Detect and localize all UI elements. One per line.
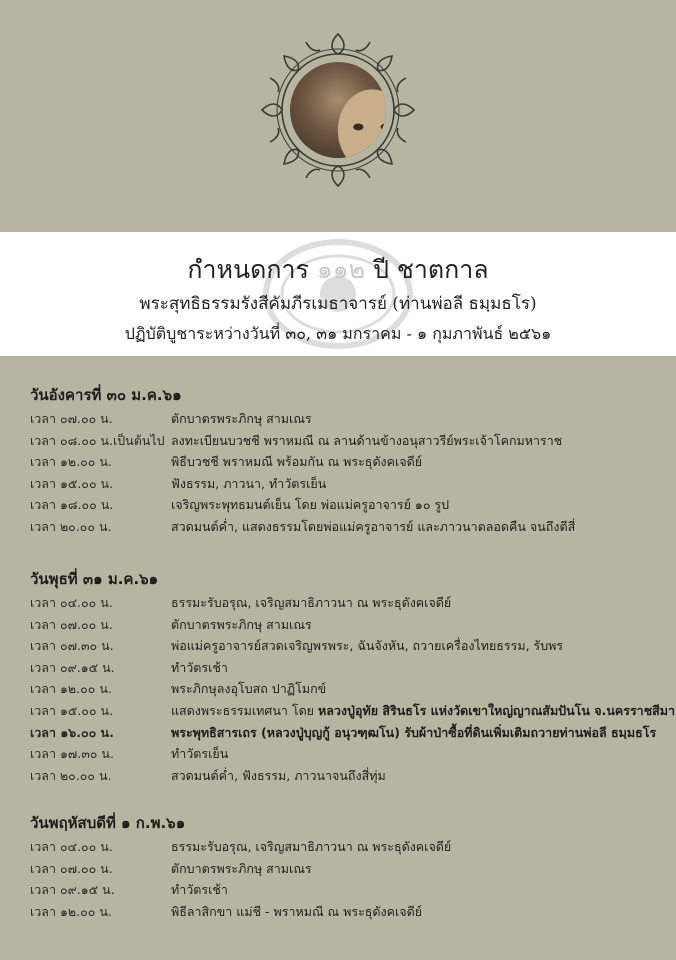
schedule-row bbox=[30, 494, 670, 516]
day-title: วันอังคารที่ ๓๐ ม.ค.๖๑ bbox=[30, 386, 182, 404]
schedule-time: เวลา ๐๙.๑๕ น. bbox=[30, 882, 115, 898]
schedule-row bbox=[30, 408, 670, 430]
schedule-activity: พิธีบวชชี พราหมณี พร้อมกัน ณ พระธุดังคเจดีย์ bbox=[171, 454, 423, 470]
schedule-row bbox=[30, 765, 670, 787]
schedule-time: เวลา ๐๔.๐๐ น. bbox=[30, 595, 113, 610]
schedule-row bbox=[30, 430, 670, 452]
schedule-time: เวลา ๑๒.๐๐ น. bbox=[30, 454, 112, 470]
schedule-row bbox=[30, 743, 670, 765]
schedule-activity: ตักบาตรพระภิกษุ สามเณร bbox=[171, 616, 312, 632]
schedule-row bbox=[30, 614, 670, 636]
schedule-row bbox=[30, 879, 670, 901]
schedule-activity: ทำวัตรเย็น bbox=[171, 746, 229, 762]
activity-speaker: หลวงปู่อุทัย สิรินธโร แห่งวัดเขาใหญ่ญาณสัมปันโน จ.นครราชสีมา bbox=[318, 702, 676, 718]
schedule-row bbox=[30, 451, 670, 473]
schedule-time: เวลา ๐๗.๐๐ น. bbox=[30, 411, 113, 426]
schedule-row bbox=[30, 901, 670, 923]
schedule-activity: ตักบาตรพระภิกษุ สามเณร bbox=[171, 860, 312, 876]
day-section-1 bbox=[30, 384, 670, 538]
schedule-row bbox=[30, 657, 670, 679]
schedule-time: เวลา ๑๖.๐๐ น. bbox=[30, 724, 114, 740]
day-section-2 bbox=[30, 568, 676, 786]
schedule-time: เวลา ๑๒.๐๐ น. bbox=[30, 681, 112, 697]
title-number: ๑๑๒ bbox=[316, 255, 366, 284]
page-title bbox=[0, 250, 676, 290]
day-section-3 bbox=[30, 812, 670, 922]
schedule-activity bbox=[171, 700, 675, 722]
schedule-time: เวลา ๐๙.๑๕ น. bbox=[30, 659, 115, 675]
schedule-activity: สวดมนต์ค่ำ, ฟังธรรม, ภาวนาจนถึงสี่ทุ่ม bbox=[171, 767, 386, 783]
schedule-time: เวลา ๑๕.๐๐ น. bbox=[30, 702, 114, 718]
schedule-time: เวลา ๑๕.๐๐ น. bbox=[30, 475, 114, 491]
schedule-time: เวลา ๐๗.๐๐ น. bbox=[30, 860, 113, 876]
schedule-row bbox=[30, 678, 670, 700]
schedule-activity: พิธีลาสิกขา แม่ชี - พราหมณี ณ พระธุดังคเจดีย์ bbox=[171, 903, 423, 919]
day-title: วันพุธที่ ๓๑ ม.ค.๖๑ bbox=[30, 570, 159, 588]
day-title: วันพฤหัสบดีที่ ๑ ก.พ.๖๑ bbox=[30, 814, 186, 832]
schedule-activity: เจริญพระพุทธมนต์เย็น โดย พ่อแม่ครูอาจารย์ ๑๐ รูป bbox=[171, 497, 450, 513]
schedule-time: เวลา ๑๘.๐๐ น. bbox=[30, 497, 114, 513]
schedule-time: เวลา ๐๗.๐๐ น. bbox=[30, 616, 113, 632]
schedule-row bbox=[30, 635, 670, 657]
portrait-frame bbox=[256, 28, 420, 192]
schedule-time: เวลา ๑๗.๓๐ น. bbox=[30, 746, 114, 762]
schedule-row bbox=[30, 836, 670, 858]
schedule-activity: สวดมนต์ค่ำ, แสดงธรรมโดยพ่อแม่ครูอาจารย์ และภาวนาตลอดคืน จนถึงตีสี่ bbox=[171, 518, 576, 534]
monk-portrait-photo bbox=[290, 62, 386, 158]
schedule-row bbox=[30, 516, 670, 538]
title-suffix: ปี ชาตกาล bbox=[373, 255, 489, 284]
schedule-time: เวลา ๐๘.๐๐ น.เป็นต้นไป bbox=[30, 432, 165, 448]
schedule-row-highlight bbox=[30, 722, 670, 744]
schedule-activity: พระภิกษุลงอุโบสถ ปาฏิโมกข์ bbox=[171, 681, 327, 697]
schedule-row bbox=[30, 700, 676, 722]
schedule-activity: พระพุทธิสารเถร (หลวงปู่บุญกู้ อนุวฑฺฒโน) รับผ้าป่าซื้อที่ดินเพิ่มเติมถวายท่านพ่อลี ธมฺมธโร bbox=[171, 724, 657, 740]
schedule-row bbox=[30, 858, 670, 880]
schedule-activity: ธรรมะรับอรุณ, เจริญสมาธิภาวนา ณ พระธุดังคเจดีย์ bbox=[171, 595, 452, 610]
schedule-time: เวลา ๐๔.๐๐ น. bbox=[30, 839, 113, 854]
event-dates: ปฏิบัติบูชาระหว่างวันที่ ๓๐, ๓๑ มกราคม - ๑ กุมภาพันธ์ ๒๕๖๑ bbox=[124, 324, 552, 343]
title-prefix: กำหนดการ bbox=[187, 255, 309, 284]
schedule-row bbox=[30, 592, 670, 614]
schedule-time: เวลา ๒๐.๐๐ น. bbox=[30, 767, 112, 783]
schedule-activity: ตักบาตรพระภิกษุ สามเณร bbox=[171, 411, 312, 426]
schedule-activity: พ่อแม่ครูอาจารย์สวดเจริญพรพระ, ฉันจังหัน, ถวายเครื่องไทยธรรม, รับพร bbox=[171, 638, 564, 654]
schedule-activity: ทำวัตรเช้า bbox=[171, 659, 228, 675]
schedule-activity: ทำวัตรเช้า bbox=[171, 882, 228, 898]
schedule-time: เวลา ๑๒.๐๐ น. bbox=[30, 903, 112, 919]
schedule-activity: ลงทะเบียนบวชชี พราหมณี ณ ลานด้านข้างอนุสาวรีย์พระเจ้าโคกมหาราช bbox=[171, 432, 563, 448]
schedule-activity: ธรรมะรับอรุณ, เจริญสมาธิภาวนา ณ พระธุดังคเจดีย์ bbox=[171, 839, 452, 854]
schedule-row bbox=[30, 473, 670, 495]
activity-text: แสดงพระธรรมเทศนา โดย bbox=[171, 702, 318, 718]
schedule-activity: ฟังธรรม, ภาวนา, ทำวัตรเย็น bbox=[171, 475, 327, 491]
schedule-time: เวลา ๒๐.๐๐ น. bbox=[30, 518, 112, 534]
page-subtitle: พระสุทธิธรรมรังสีคัมภีรเมธาจารย์ (ท่านพ่อลี ธมฺมธโร) bbox=[139, 294, 537, 314]
schedule-time: เวลา ๐๗.๓๐ น. bbox=[30, 638, 114, 654]
